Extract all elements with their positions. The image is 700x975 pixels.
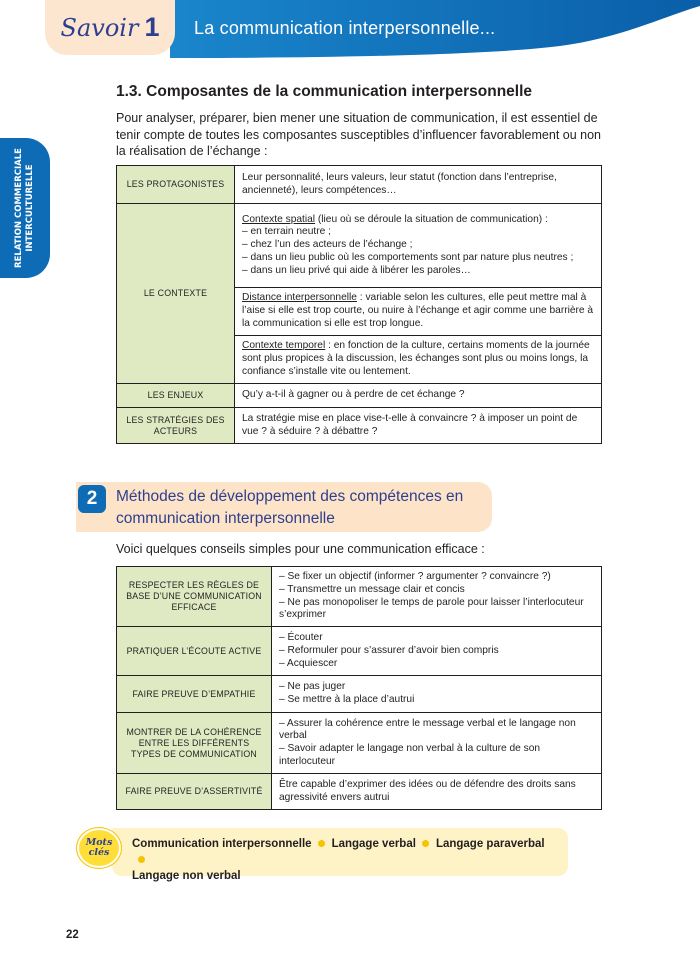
keyword: Langage paraverbal — [435, 838, 545, 850]
side-tab-line1: RELATION COMMERCIALE — [14, 148, 25, 268]
table-row — [117, 713, 602, 774]
row-label: PRATIQUER L’ÉCOUTE ACTIVE — [117, 627, 272, 676]
table-row — [117, 204, 602, 288]
section-2-title: Méthodes de développement des compétences en communication interpersonnelle — [116, 488, 464, 527]
table-row — [117, 774, 602, 810]
list-item: – Ne pas juger — [279, 681, 346, 693]
row-text: La stratégie mise en place vise-t-elle à convaincre ? à imposer un point de vue ? à séduire ? à débattre ? — [235, 408, 602, 444]
table-row — [117, 567, 602, 627]
temporel-text: : en fonction de la culture, certains moments de la journée sont plus propices à la discussion, les échanges sont plus ou moins longs, la confiance s’installe vite ou lentement. — [242, 340, 590, 377]
row-label: FAIRE PREUVE D’EMPATHIE — [117, 676, 272, 713]
keywords-badge — [77, 828, 121, 868]
keyword: Langage verbal — [331, 838, 416, 850]
row-text: Être capable d’exprimer des idées ou de défendre des droits sans agressivité envers autrui — [272, 774, 602, 810]
table-row — [117, 676, 602, 713]
section-2-number: 2 — [78, 485, 106, 513]
row-label: LE CONTEXTE — [117, 204, 235, 384]
row-text — [272, 676, 602, 713]
list-item: – Acquiescer — [279, 657, 338, 669]
list-item: – Se fixer un objectif (informer ? argumenter ? convaincre ?) — [279, 571, 551, 582]
row-label: MONTRER DE LA COHÉRENCE ENTRE LES DIFFÉRENTS TYPES DE COMMUNICATION — [117, 713, 272, 774]
page-number: 22 — [66, 929, 79, 941]
row-label: LES PROTAGONISTES — [117, 166, 235, 204]
row-text — [272, 713, 602, 774]
list-item: – Assurer la cohérence entre le message verbal et le langage non verbal — [279, 717, 576, 742]
row-text — [272, 567, 602, 627]
row-text: Qu’y a-t-il à gagner ou à perdre de cet échange ? — [235, 384, 602, 408]
page-title: La communication interpersonnelle... — [194, 18, 496, 38]
keyword: Langage non verbal — [132, 870, 241, 882]
distance-term: Distance interpersonnelle — [242, 292, 357, 304]
bullet-dot-icon — [318, 840, 325, 847]
savoir-badge-number: 1 — [144, 12, 160, 42]
distance-text: : variable selon les cultures, elle peut mettre mal à l’aise si elle est trop courte, ou nuire à l’échange et agir comme une barrière à la communication si elle est trop longue. — [242, 292, 594, 329]
table-row — [117, 408, 602, 444]
bullet-dot-icon — [422, 840, 429, 847]
savoir-badge — [45, 0, 175, 55]
keywords-badge-line1: Mots — [85, 837, 113, 848]
section-1-3-title: 1.3. Composantes de la communication interpersonnelle — [116, 83, 533, 100]
section-2-intro: Voici quelques conseils simples pour une communication efficace : — [116, 542, 485, 556]
contexte-spatial-cell — [235, 204, 602, 288]
row-label: LES STRATÉGIES DES ACTEURS — [117, 408, 235, 444]
list-item: – Savoir adapter le langage non verbal à la culture de son interlocuteur — [279, 743, 541, 767]
row-text — [272, 627, 602, 676]
keywords-badge-line2: clés — [88, 847, 110, 858]
keyword: Communication interpersonnelle — [132, 838, 312, 850]
temporel-cell — [235, 336, 602, 384]
list-item: – en terrain neutre ; — [242, 226, 331, 238]
savoir-badge-word: Savoir — [60, 13, 139, 42]
contexte-spatial-term: Contexte spatial — [242, 213, 316, 225]
components-table — [116, 165, 602, 444]
list-item: – dans un lieu public où les comportements sont par nature plus neutres ; — [242, 251, 574, 263]
temporel-term: Contexte temporel — [242, 340, 326, 352]
list-item: – Ne pas monopoliser le temps de parole pour laisser l’interlocuteur s’exprimer — [279, 596, 584, 621]
section-1-3-intro: Pour analyser, préparer, bien mener une situation de communication, il est essentiel de tenir compte de toutes les composantes susceptibles d’influencer favorablement ou non la réalisation de l’échange : — [116, 111, 602, 158]
list-item: – chez l’un des acteurs de l’échange ; — [242, 239, 413, 251]
bullet-dot-icon — [138, 856, 145, 863]
table-row — [117, 166, 602, 204]
row-label: RESPECTER LES RÈGLES DE BASE D’UNE COMMUNICATION EFFICACE — [117, 567, 272, 627]
table-row — [117, 384, 602, 408]
table-row — [117, 627, 602, 676]
contexte-spatial-intro: (lieu où se déroule la situation de communication) : — [315, 213, 548, 225]
list-item: – dans un lieu privé qui aide à libérer les paroles… — [242, 264, 471, 276]
keywords-list — [132, 836, 562, 884]
row-text: Leur personnalité, leurs valeurs, leur statut (fonction dans l’entreprise, ancienneté), leurs compétences… — [235, 166, 602, 204]
list-item: – Transmettre un message clair et concis — [279, 583, 465, 595]
methods-table — [116, 566, 602, 810]
list-item: – Écouter — [279, 631, 323, 643]
list-item: – Reformuler pour s’assurer d’avoir bien compris — [279, 644, 499, 656]
row-label: LES ENJEUX — [117, 384, 235, 408]
side-tab-line2: INTERCULTURELLE — [25, 164, 36, 252]
list-item: – Se mettre à la place d’autrui — [279, 694, 415, 706]
side-tab-label — [3, 140, 47, 276]
row-label: FAIRE PREUVE D’ASSERTIVITÉ — [117, 774, 272, 810]
distance-cell — [235, 288, 602, 336]
